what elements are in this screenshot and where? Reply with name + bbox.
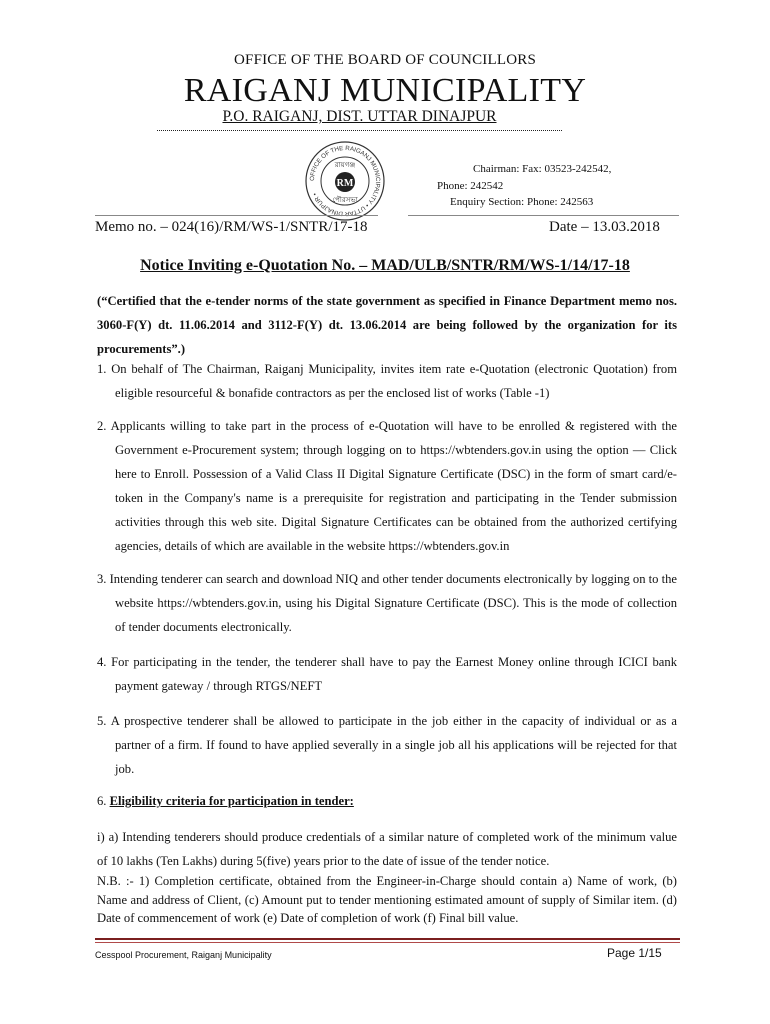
clause-6-number: 6. xyxy=(97,794,110,808)
clause-6-eligibility xyxy=(97,789,677,813)
seal-ring-text: OFFICE OF THE RAIGANJ MUNICIPALITY • UTTAR DINAJPUR • xyxy=(308,144,382,218)
municipality-title: RAIGANJ MUNICIPALITY xyxy=(183,72,587,109)
address-line: P.O. RAIGANJ, DIST. UTTAR DINAJPUR xyxy=(222,108,497,125)
seal-initials: RM xyxy=(336,178,354,189)
clause-5: 5. A prospective tenderer shall be allowed to participate in the job either in the capacity of individual or as a partner of a firm. If found to have applied severally in a single job all his applications will be rejected for that job. xyxy=(97,714,677,776)
footer-page-number: Page 1/15 xyxy=(607,946,662,960)
contact-block xyxy=(430,161,611,211)
clause-4: 4. For participating in the tender, the tenderer shall have to pay the Earnest Money online through ICICI bank payment gateway / through RTGS/NEFT xyxy=(97,655,677,693)
notice-title: Notice Inviting e-Quotation No. – MAD/ULB/SNTR/RM/WS-1/14/17-18 xyxy=(140,257,630,274)
footer-document-name: Cesspool Procurement, Raiganj Municipality xyxy=(95,950,272,960)
divider-left xyxy=(95,215,378,216)
footer-rule-thin xyxy=(95,942,680,943)
clause-1: 1. On behalf of The Chairman, Raiganj Municipality, invites item rate e-Quotation (electronic Quotation) from eligible resourceful & bonafide contractors as per the enclosed list of works (Table -1) xyxy=(97,362,677,400)
contact-phone: Phone: 242542 xyxy=(437,179,504,192)
certified-statement: (“Certified that the e-tender norms of the state government as specified in Finance Department memo nos. 3060-F(Y) dt. 11.06.2014 and 3112-F(Y) dt. 13.06.2014 are being followed by the organization for its procurements”.) xyxy=(97,294,677,356)
divider-right xyxy=(408,215,679,216)
contact-enquiry: Enquiry Section: Phone: 242563 xyxy=(450,196,594,208)
eligibility-heading: Eligibility criteria for participation in tender: xyxy=(109,794,354,808)
office-heading: OFFICE OF THE BOARD OF COUNCILLORS xyxy=(234,52,536,68)
svg-text:রায়গঞ্জ: রায়গঞ্জ xyxy=(334,161,356,169)
clause-2: 2. Applicants willing to take part in the process of e-Quotation will have to be enrolled & registered with the Government e-Procurement system; through logging on to https://wbtenders.gov.in using the option ― Click here to Enroll. Possession of a Valid Class II Digital Signature Certificate (DSC) in the form of smart card/e-token in the Company's name is a prerequisite for registration and participating in the Tender submission activities through this web site. Digital Signature Certificates can be obtained from the authorized certifying agencies, details of which are available in the website https://wbtenders.gov.in xyxy=(97,419,677,553)
nb-note: N.B. :- 1) Completion certificate, obtained from the Engineer-in-Charge should contain a) Name of work, (b) Name and address of Client, (c) Amount put to tender mentioning estimated amount of supply of Similar item. (d) Date of commencement of work (e) Date of completion of work (f) Final bill value. xyxy=(97,874,677,925)
contact-chairman: Chairman: Fax: 03523-242542, xyxy=(473,163,612,175)
footer-rule-thick xyxy=(95,938,680,940)
memo-date: Date – 13.03.2018 xyxy=(549,219,660,235)
clause-3: 3. Intending tenderer can search and download NIQ and other tender documents electronically by logging on to the website https://wbtenders.gov.in, using his Digital Signature Certificate (DSC). This is the mode of collection of tender documents electronically. xyxy=(97,572,677,634)
svg-text:পৌরসভা: পৌরসভা xyxy=(332,196,358,204)
memo-number: Memo no. – 024(16)/RM/WS-1/SNTR/17-18 xyxy=(95,219,368,235)
municipality-seal-icon xyxy=(304,140,386,222)
eligibility-criteria-a: i) a) Intending tenderers should produce credentials of a similar nature of completed work of the minimum value of 10 lakhs (Ten Lakhs) during 5(five) years prior to the date of issue of the tender notice. xyxy=(97,830,677,868)
